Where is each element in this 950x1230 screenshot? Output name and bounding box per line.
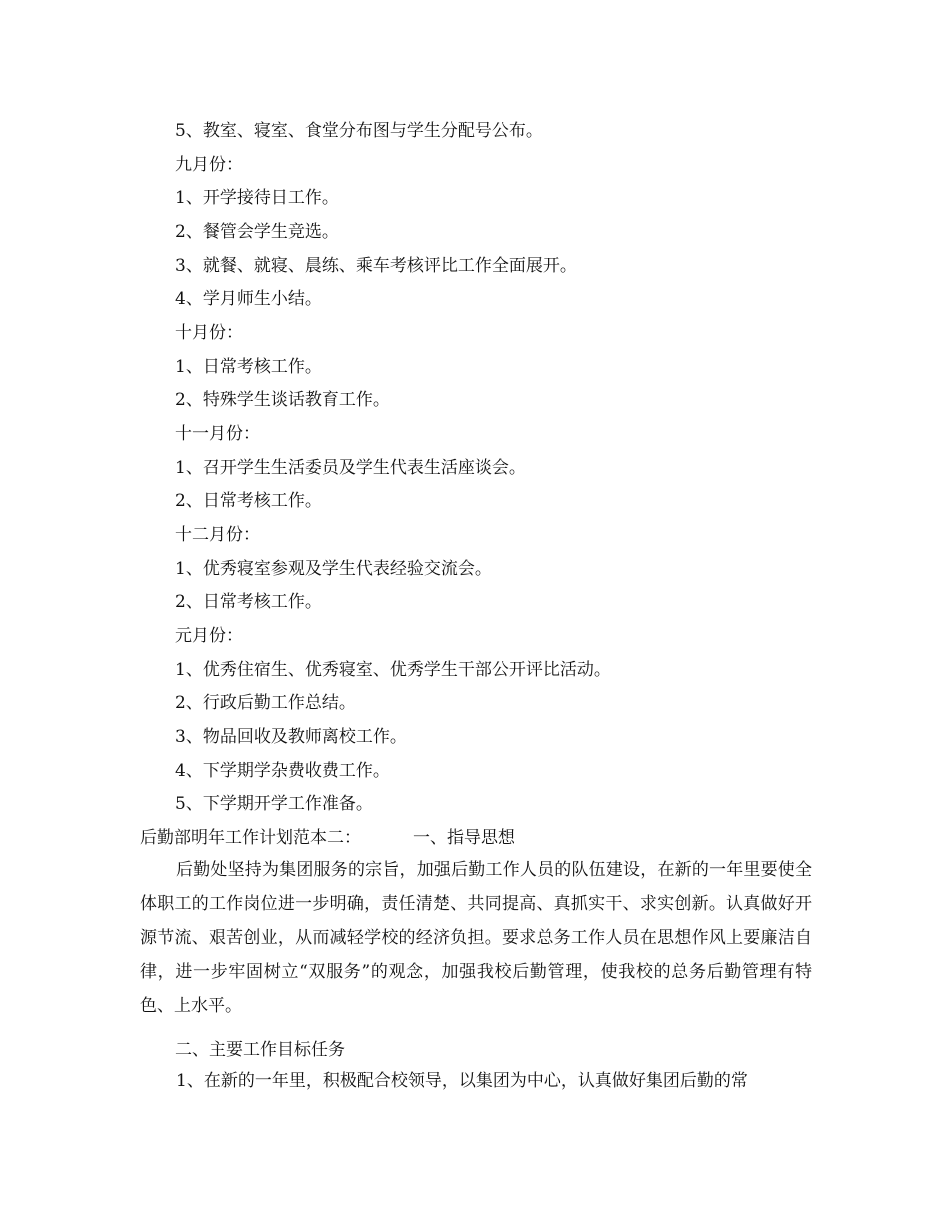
list-item: 1、优秀住宿生、优秀寝室、优秀学生干部公开评比活动。 [175, 660, 611, 680]
month-heading: 十一月份： [175, 424, 260, 444]
paragraph-guiding: 后勤处坚持为集团服务的宗旨，加强后勤工作人员的队伍建设，在新的一年里要使全体职工的工作岗位进一步明确，责任清楚、共同提高、真抓实干、求实创新。认真做好开源节流、艰苦创业，从而减轻学校的经济负担。要求总务工作人员在思想作风上要廉洁自律，进一步牢固树立“双服务”的观念，加强我校后勤管理，使我校的总务后勤管理有特色、上水平。 [140, 860, 812, 1016]
list-item: 1、日常考核工作。 [175, 357, 322, 377]
section-title: 后勤部明年工作计划范本二： [140, 828, 361, 848]
month-heading: 十月份： [175, 323, 243, 343]
section-heading [140, 827, 515, 849]
list-item: 5、下学期开学工作准备。 [175, 794, 373, 814]
list-item: 1、开学接待日工作。 [175, 188, 339, 208]
list-item: 2、行政后勤工作总结。 [175, 693, 356, 713]
month-heading: 元月份： [175, 626, 243, 646]
list-item: 3、就餐、就寝、晨练、乘车考核评比工作全面展开。 [175, 256, 577, 276]
subheading-goals: 二、主要工作目标任务 [175, 1040, 345, 1060]
list-item: 1、召开学生生活委员及学生代表生活座谈会。 [175, 458, 526, 478]
list-item: 2、特殊学生谈话教育工作。 [175, 390, 390, 410]
list-item: 2、日常考核工作。 [175, 491, 322, 511]
list-item: 2、日常考核工作。 [175, 592, 322, 612]
list-item: 2、餐管会学生竞选。 [175, 222, 339, 242]
list-item: 3、物品回收及教师离校工作。 [175, 727, 407, 747]
section-subtitle: 一、指导思想 [413, 828, 515, 848]
month-heading: 九月份： [175, 155, 243, 175]
list-item: 4、学月师生小结。 [175, 289, 322, 309]
paragraph-goals: 1、在新的一年里，积极配合校领导，以集团为中心，认真做好集团后勤的常 [176, 1071, 748, 1091]
month-heading: 十二月份： [175, 525, 260, 545]
list-item: 4、下学期学杂费收费工作。 [175, 761, 390, 781]
list-item: 1、优秀寝室参观及学生代表经验交流会。 [175, 559, 492, 579]
list-item: 5、教室、寝室、食堂分布图与学生分配号公布。 [175, 121, 543, 141]
